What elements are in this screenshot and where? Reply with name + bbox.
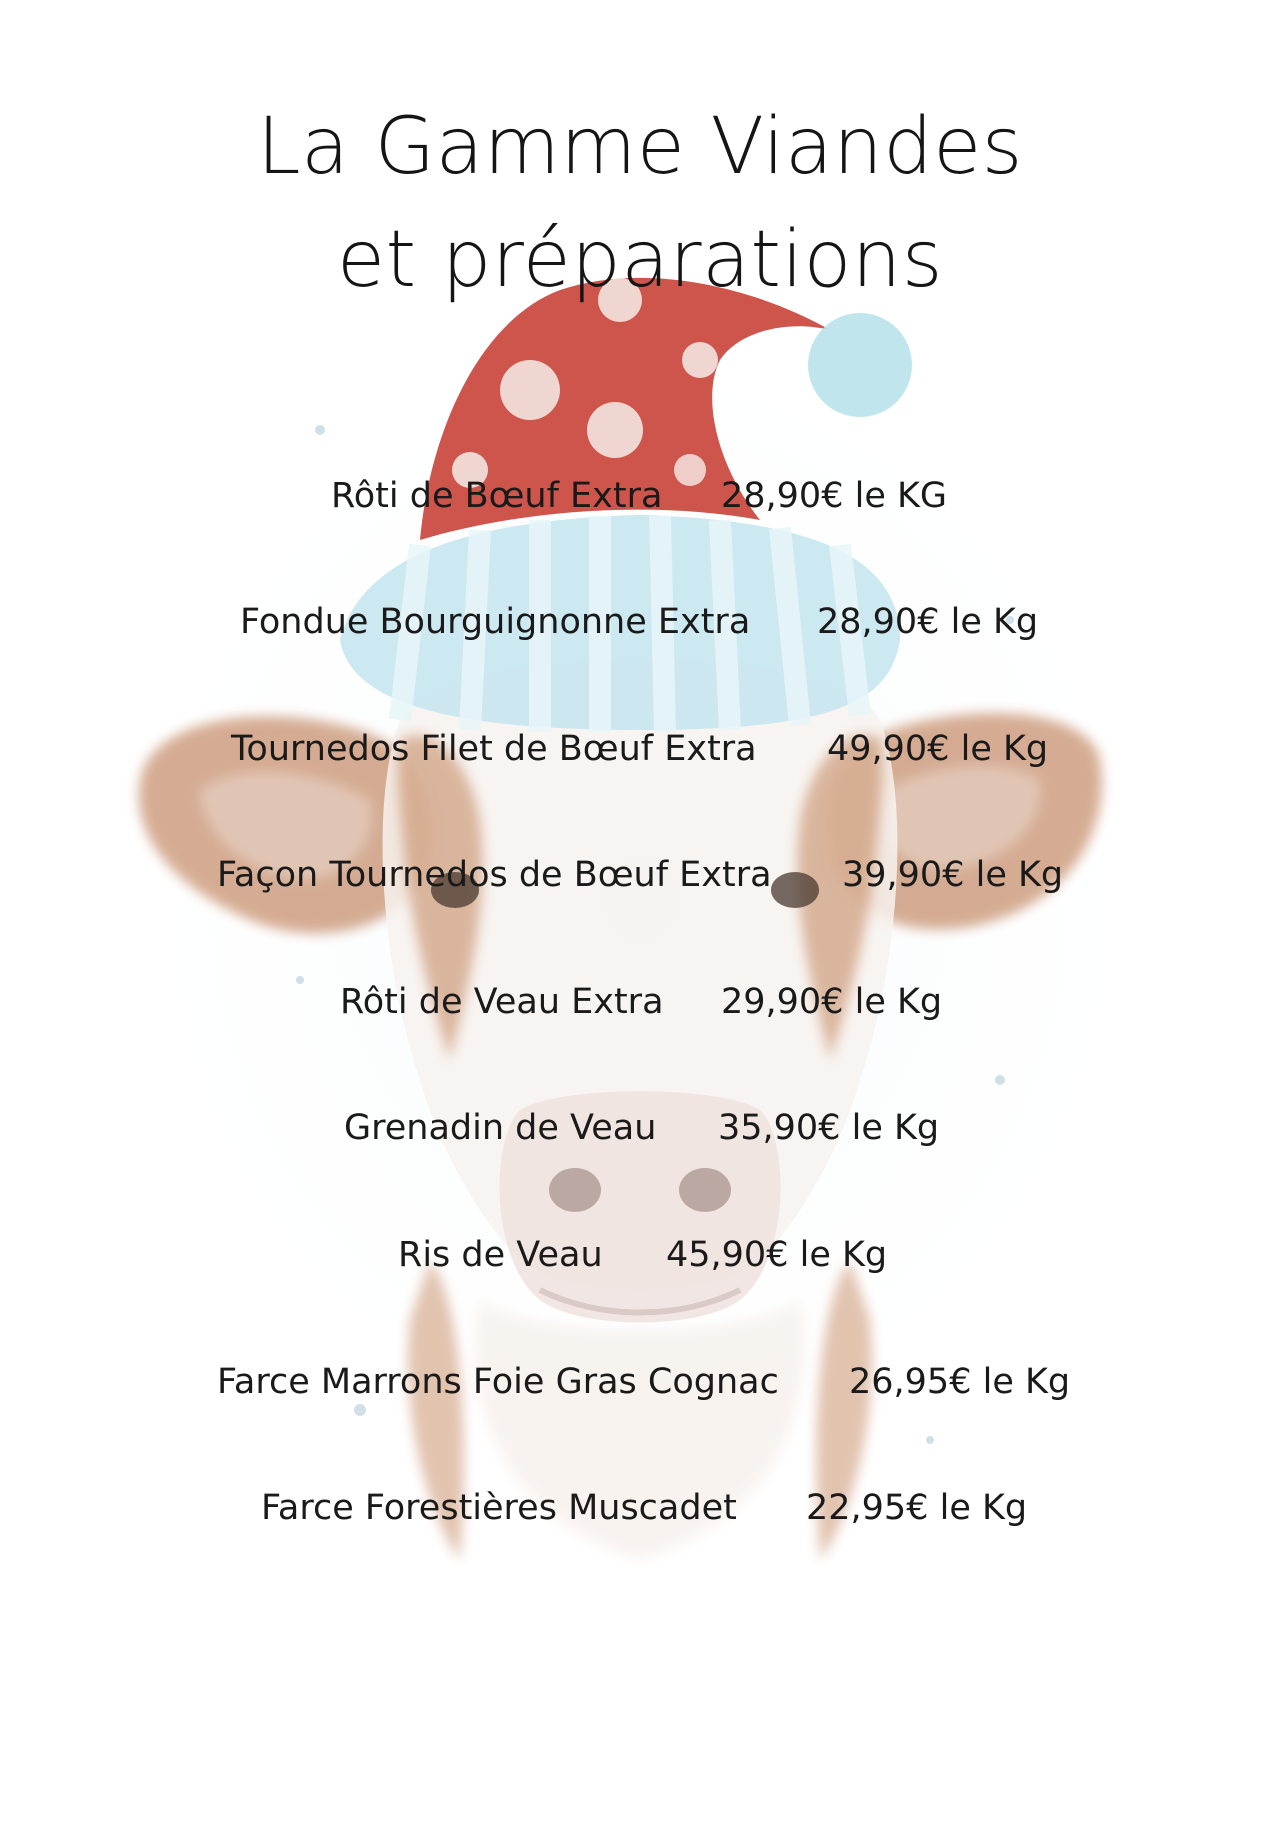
list-item xyxy=(0,847,1280,903)
item-name: Farce Marrons Foie Gras Cognac xyxy=(217,1362,779,1402)
item-name: Façon Tournedos de Bœuf Extra xyxy=(217,855,772,895)
list-item xyxy=(0,1480,1280,1536)
item-name: Ris de Veau xyxy=(398,1235,603,1275)
page-title-line-2: et préparations xyxy=(337,215,943,305)
item-name: Rôti de Veau Extra xyxy=(340,982,664,1022)
item-price: 26,95€ le Kg xyxy=(849,1362,1071,1402)
item-price: 22,95€ le Kg xyxy=(806,1488,1028,1528)
list-item xyxy=(0,1227,1280,1283)
item-name: Farce Forestières Muscadet xyxy=(261,1488,737,1528)
item-name: Grenadin de Veau xyxy=(344,1108,657,1148)
item-name: Fondue Bourguignonne Extra xyxy=(240,602,751,642)
list-item xyxy=(0,1100,1280,1156)
list-item xyxy=(0,721,1280,777)
item-price: 39,90€ le Kg xyxy=(842,855,1064,895)
item-price: 28,90€ le KG xyxy=(721,476,948,516)
item-price: 35,90€ le Kg xyxy=(718,1108,940,1148)
item-price: 45,90€ le Kg xyxy=(666,1235,888,1275)
list-item xyxy=(0,1354,1280,1410)
list-item xyxy=(0,468,1280,524)
hat-pompom-icon xyxy=(808,313,912,417)
item-price: 28,90€ le Kg xyxy=(817,602,1039,642)
list-item xyxy=(0,594,1280,650)
item-price: 49,90€ le Kg xyxy=(827,729,1049,769)
item-name: Tournedos Filet de Bœuf Extra xyxy=(231,729,757,769)
item-price: 29,90€ le Kg xyxy=(721,982,943,1022)
list-item xyxy=(0,974,1280,1030)
page-title-line-1: La Gamme Viandes xyxy=(257,102,1023,192)
item-name: Rôti de Bœuf Extra xyxy=(331,476,663,516)
